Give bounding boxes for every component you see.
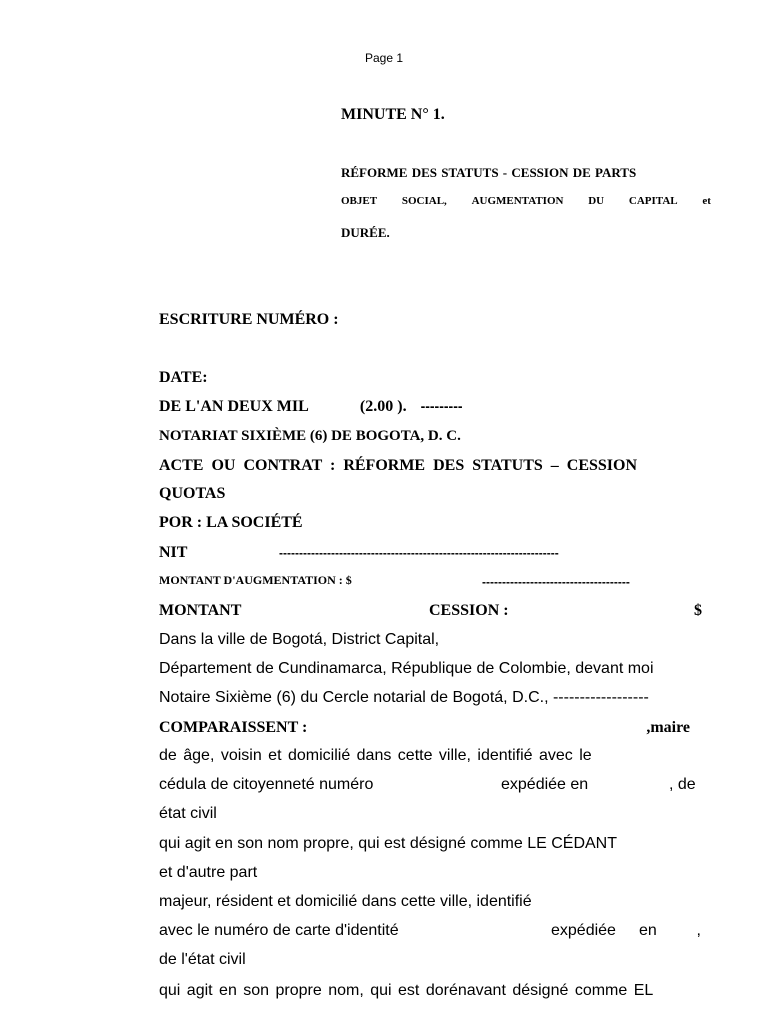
subtitle-word: AUGMENTATION: [471, 195, 564, 207]
body-line-12: de l'état civil: [159, 951, 246, 968]
minute-title: MINUTE N° 1.: [341, 106, 445, 123]
subtitle-line-1: RÉFORME DES STATUTS - CESSION DE PARTS: [341, 165, 637, 180]
escriture-label: ESCRITURE NUMÉRO :: [159, 311, 339, 328]
montant-augmentation-dashes: -------------------------------------: [482, 575, 630, 589]
body-line-10: majeur, résident et domicilié dans cette ville, identifié: [159, 893, 532, 910]
subtitle-word: DU: [588, 195, 605, 207]
nit-dashes: ----------------------------------------------------------------------: [279, 546, 559, 560]
body-line-7: état civil: [159, 805, 217, 822]
year-dashes: ---------: [420, 398, 463, 414]
cedula-label: cédula de citoyenneté numéro: [159, 776, 374, 793]
montant-label: MONTANT: [159, 602, 242, 619]
subtitle-word: et: [702, 195, 711, 207]
subtitle-word: SOCIAL,: [401, 195, 447, 207]
por-line: POR : LA SOCIÉTÉ: [159, 514, 303, 531]
subtitle-line-3: DURÉE.: [341, 225, 390, 240]
body-line-1: Dans la ville de Bogotá, District Capital,: [159, 631, 440, 648]
comma-text: ,: [696, 922, 701, 939]
notariat-line: NOTARIAT SIXIÈME (6) DE BOGOTA, D. C.: [159, 428, 461, 444]
expediee-label-2: expédiée: [551, 922, 616, 939]
maire-text: ,maire: [646, 719, 690, 736]
comparaissent-label: COMPARAISSENT :: [159, 719, 308, 736]
body-line-5: [159, 747, 650, 765]
en-text: en: [639, 922, 657, 939]
subtitle-word: CAPITAL: [628, 195, 678, 207]
subtitle-word: OBJET: [341, 195, 378, 207]
body-line-8: qui agit en son nom propre, qui est désigné comme LE CÉDANT: [159, 835, 618, 852]
body-line-11: [159, 922, 701, 940]
body-line-9: et d'autre part: [159, 864, 258, 881]
de-text: , de: [669, 776, 696, 793]
montant-augmentation-line: [159, 573, 700, 588]
body-line-13: qui agit en son propre nom, qui est dorénavant désigné comme EL: [159, 982, 654, 999]
date-label: DATE:: [159, 369, 208, 386]
acte-line: [159, 457, 693, 475]
montant-augmentation-label: MONTANT D'AUGMENTATION : $: [159, 573, 352, 587]
page-number: Page 1: [364, 51, 404, 65]
body-line-6: [159, 776, 699, 794]
body-line-3: Notaire Sixième (6) du Cercle notarial de Bogotá, D.C., ------------------: [159, 689, 649, 706]
nit-line: [159, 544, 700, 562]
montant-cession-line: [159, 602, 702, 620]
body-line-2: Département de Cundinamarca, République de Colombie, devant moi: [159, 660, 654, 677]
year-value: (2.00 ).: [359, 398, 407, 415]
carte-label: avec le numéro de carte d'identité: [159, 922, 399, 939]
acte-text: ACTE OU CONTRAT : RÉFORME DES STATUTS – CESSION: [159, 457, 638, 474]
comparaissent-line: [159, 719, 690, 737]
body-line-5-text: de âge, voisin et domicilié dans cette ville, identifié avec le: [159, 747, 592, 764]
dollar-sign: $: [694, 602, 702, 619]
expediee-label: expédiée en: [501, 776, 589, 793]
acte-continuation: QUOTAS: [159, 485, 226, 502]
nit-label: NIT: [159, 544, 188, 561]
year-line: [159, 398, 704, 416]
subtitle-line-2: [341, 195, 711, 207]
year-label: DE L'AN DEUX MIL: [159, 398, 308, 415]
cession-label: CESSION :: [429, 602, 509, 619]
